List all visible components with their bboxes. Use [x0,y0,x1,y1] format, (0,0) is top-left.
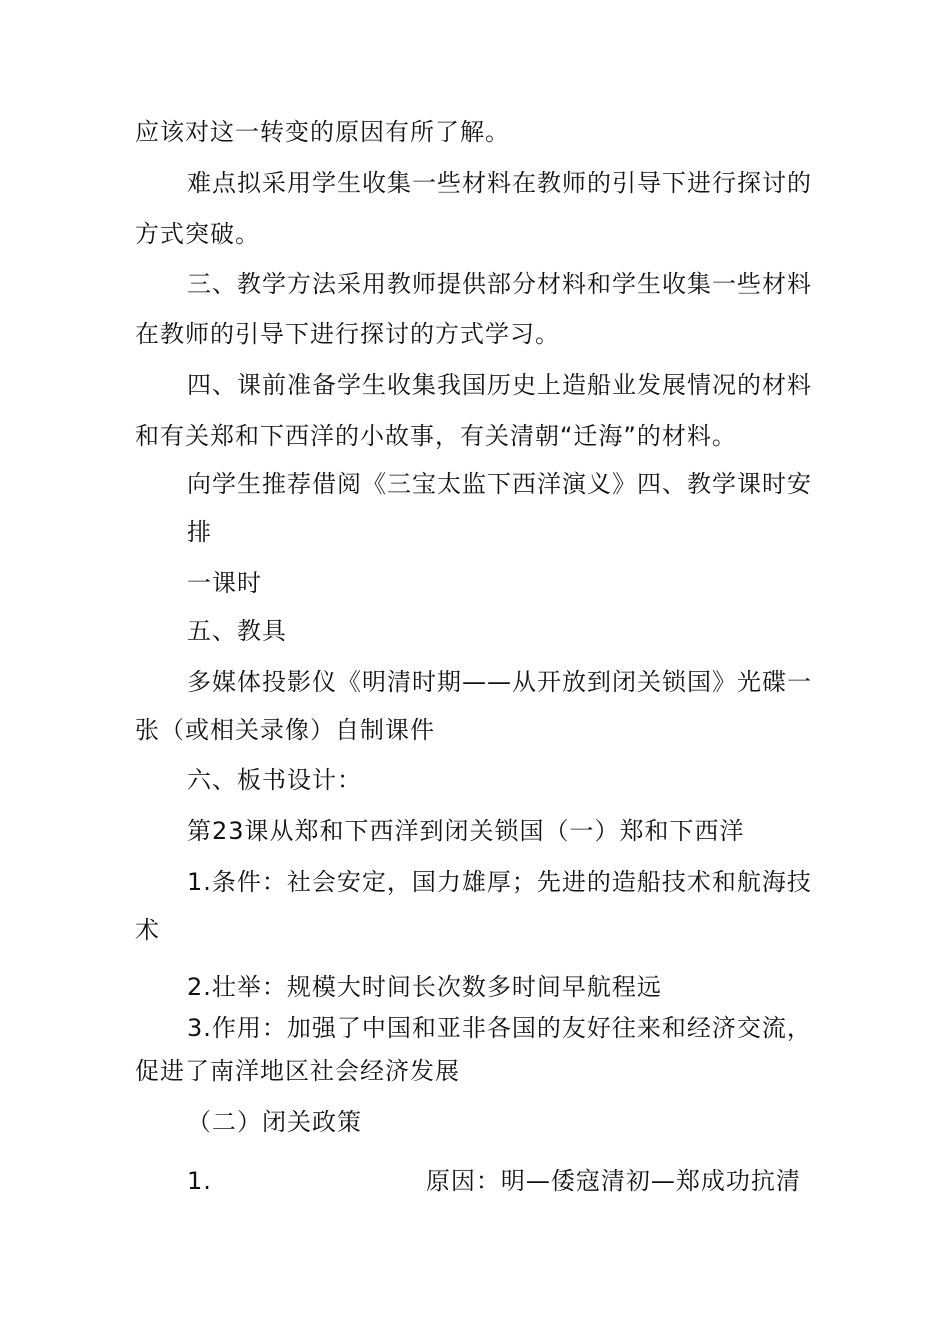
text-line: （二）闭关政策 [187,1108,362,1136]
text-line: 方式突破。 [135,220,260,248]
text-line: 一课时 [187,569,262,597]
text-line: 2.壮举：规模大时间长次数多时间早航程远 [187,973,662,1001]
text-line: 排 [187,518,212,546]
list-number: 1. [187,1167,212,1195]
text-line: 多媒体投影仪《明清时期——从开放到闭关锁国》光碟一 [187,668,812,696]
text-line: 难点拟采用学生收集一些材料在教师的引导下进行探讨的 [187,169,812,197]
text-line: 应该对这一转变的原因有所了解。 [135,118,510,146]
text-line: 术 [135,916,160,944]
text-line: 张（或相关录像）自制课件 [135,716,435,744]
text-line: 六、板书设计： [187,766,362,794]
text-line: 3.作用：加强了中国和亚非各国的友好往来和经济交流， [187,1014,812,1042]
text-line: 在教师的引导下进行探讨的方式学习。 [135,320,560,348]
text-line-last [187,1165,801,1197]
text-line: 五、教具 [187,617,287,645]
text-line: 1.条件：社会安定，国力雄厚；先进的造船技术和航海技 [187,868,812,896]
text-line: 和有关郑和下西洋的小故事，有关清朝“迁海”的材料。 [135,422,737,450]
text-line: 三、教学方法采用教师提供部分材料和学生收集一些材料 [187,270,812,298]
text-line: 向学生推荐借阅《三宝太监下西洋演义》四、教学课时安 [187,470,812,498]
text-line: 促进了南洋地区社会经济发展 [135,1057,460,1085]
text-line: 第23课从郑和下西洋到闭关锁国（一）郑和下西洋 [187,817,745,845]
list-text: 原因：明—倭寇清初—郑成功抗清 [425,1167,801,1195]
text-line: 四、课前准备学生收集我国历史上造船业发展情况的材料 [187,371,812,399]
